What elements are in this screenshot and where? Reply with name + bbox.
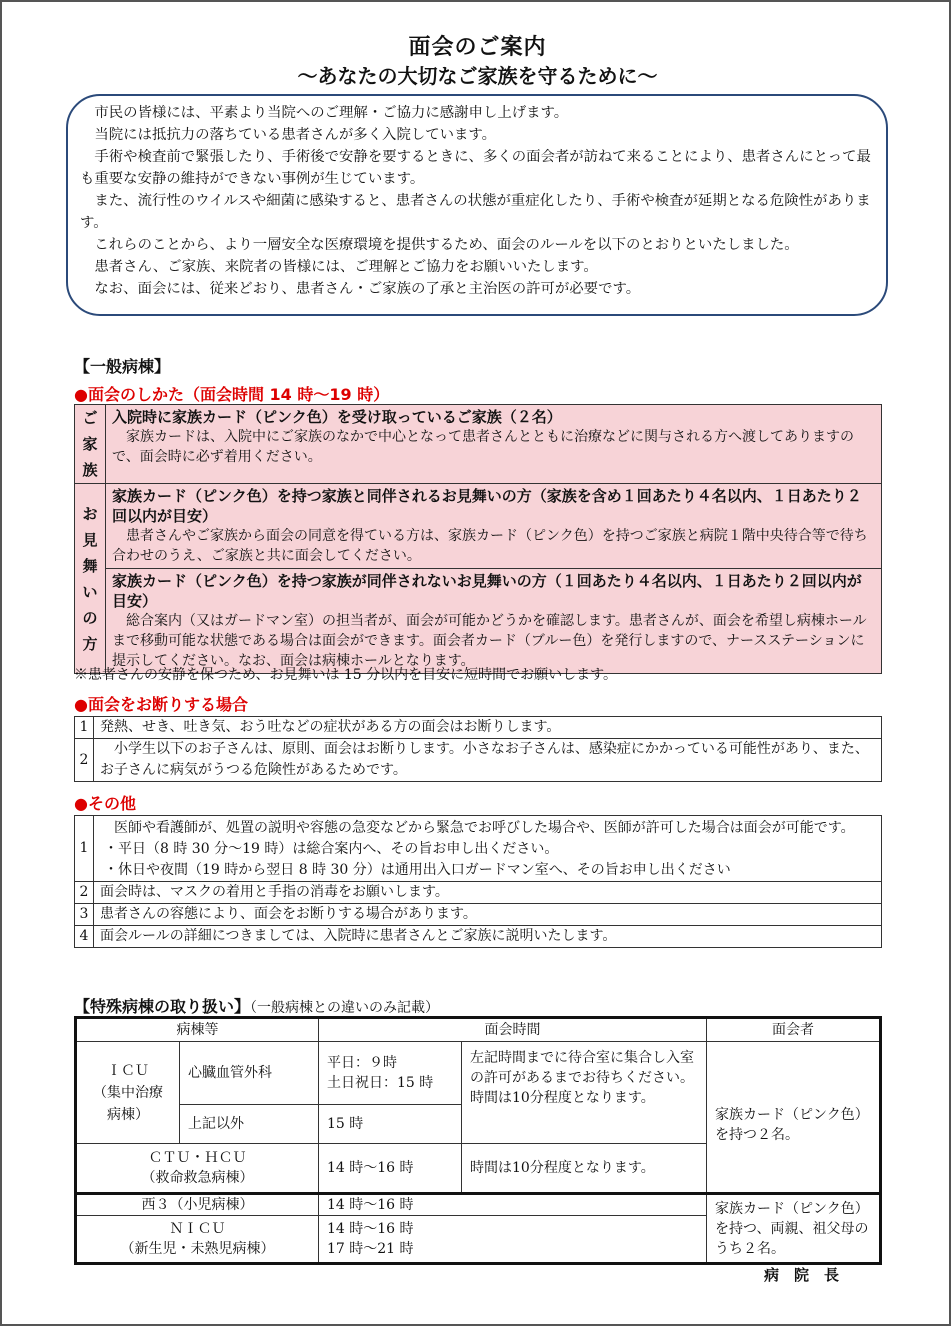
- intro-line: 当院には抵抗力の落ちている患者さんが多く入院しています。: [94, 127, 497, 143]
- intro-line: 手術や検査前で緊張したり、手術後で安静を要するときに、多くの面会者が訪ねて来ることにより、患者さんにとって最も重要な安静の維持ができない事例が生じています。: [80, 149, 871, 187]
- visitor-row-1: [75, 484, 882, 569]
- decline-table: [74, 716, 882, 782]
- page-title: 面会のご案内: [408, 35, 547, 60]
- table-header-row: 病棟等 面会時間 面会者: [76, 1018, 881, 1042]
- family-row: [75, 405, 882, 484]
- intro-box: [66, 94, 888, 316]
- special-ward-table: [74, 1016, 882, 1265]
- table-row: 上記以外 15 時: [76, 1105, 881, 1144]
- family-title: 入院時に家族カード（ピンク色）を受け取っているご家族（２名）: [112, 408, 562, 426]
- visitor-row-2: [75, 569, 882, 674]
- table-row: 1 医師や看護師が、処置の説明や容態の急変などから緊急でお呼びした場合や、医師が許可した場合は面会が可能です。 ・平日（8 時 30 分～19 時）は総合案内へ、その旨お申し出ください。 ・休日や夜間（19 時から翌日 8 時 30 分）は通用出入口ガードマン室へ、その旨お申し出ください: [75, 816, 882, 882]
- table-row: 1 発熱、せき、吐き気、おう吐などの症状がある方の面会はお断りします。: [75, 717, 882, 739]
- icu-cell: ＩＣＵ （集中治療 病棟）: [76, 1042, 180, 1144]
- signature: 病 院 長: [764, 1266, 840, 1284]
- visitor-label: お 見 舞 い の 方: [75, 484, 106, 674]
- family-label: ご 家 族: [75, 405, 106, 484]
- table-row: ＮＩＣＵ （新生児・未熟児病棟） 14 時～16 時 17 時～21 時: [76, 1216, 881, 1264]
- intro-line: また、流行性のウイルスや細菌に感染すると、患者さんの状態が重症化したり、手術や検査が延期となる危険性があります。: [80, 193, 871, 231]
- intro-line: 市民の皆様には、平素より当院へのご理解・ご協力に感謝申し上げます。: [94, 105, 569, 121]
- table-row: 4 面会ルールの詳細につきましては、入院時に患者さんとご家族に説明いたします。: [75, 926, 882, 948]
- table-row: 2 面会時は、マスクの着用と手指の消毒をお願いします。: [75, 882, 882, 904]
- special-ward-heading: 【特殊病棟の取り扱い】（一般病棟との違いのみ記載）: [74, 997, 440, 1016]
- intro-line: これらのことから、より一層安全な医療環境を提供するため、面会のルールを以下のとおりといたしました。: [94, 237, 799, 253]
- visitor2-title: 家族カード（ピンク色）を持つ家族が同伴されないお見舞いの方（１回あたり４名以内、１日あたり２回以内が目安）: [112, 572, 862, 610]
- table-row: 3 患者さんの容態により、面会をお断りする場合があります。: [75, 904, 882, 926]
- short-visit-note: ※患者さんの安静を保つため、お見舞いは 15 分以内を目安に短時間でお願いします。: [74, 667, 618, 683]
- other-table: [74, 815, 882, 948]
- page-subtitle: ～あなたの大切なご家族を守るために～: [297, 64, 658, 88]
- general-ward-heading: 【一般病棟】: [74, 357, 171, 376]
- visit-method-table: [74, 404, 882, 674]
- other-heading: ●その他: [74, 794, 136, 813]
- visitor2-desc: 総合案内（又はガードマン室）の担当者が、面会が可能かどうかを確認します。患者さんが、面会を希望し病棟ホールまで移動可能な状態である場合は面会ができます。面会者カード（ブルー色）を発行しますので、ナースステーションに提示してください。なお、面会は病棟ホールとなります。: [112, 613, 867, 669]
- visitor1-desc: 患者さんやご家族から面会の同意を得ている方は、家族カード（ピンク色）を持つご家族と病院１階中央待合等で待ち合わせのうえ、ご家族と共に面会してください。: [112, 528, 868, 564]
- table-row: ＩＣＵ （集中治療 病棟） 心臓血管外科 平日：９時 土日祝日：15 時 左記時間までに待合室に集合し入室の許可があるまでお待ちください。 時間は10分程度となります。 家族カード（ピンク色）を持つ２名。: [76, 1042, 881, 1105]
- table-row: 西３（小児病棟） 14 時～16 時 家族カード（ピンク色）を持つ、両親、祖父母のうち２名。: [76, 1194, 881, 1216]
- intro-line: 患者さん、ご家族、来院者の皆様には、ご理解とご協力をお願いいたします。: [94, 259, 598, 275]
- visitor1-title: 家族カード（ピンク色）を持つ家族と同伴されるお見舞いの方（家族を含め１回あたり４名以内、１日あたり２回以内が目安）: [112, 487, 862, 525]
- decline-heading: ●面会をお断りする場合: [74, 695, 248, 714]
- family-desc: 家族カードは、入院中にご家族のなかで中心となって患者さんとともに治療などに関与される方へ渡してありますので、面会時に必ず着用ください。: [112, 429, 854, 465]
- intro-line: なお、面会には、従来どおり、患者さん・ご家族の了承と主治医の許可が必要です。: [94, 281, 641, 297]
- table-row: ＣＴＵ・ＨＣＵ （救命救急病棟） 14 時～16 時 時間は10分程度となります。: [76, 1144, 881, 1194]
- table-row: 2 小学生以下のお子さんは、原則、面会はお断りします。小さなお子さんは、感染症にかかっている可能性があり、また、お子さんに病気がうつる危険性があるためです。: [75, 739, 882, 782]
- visit-method-heading: ●面会のしかた（面会時間 14 時～19 時）: [74, 385, 390, 404]
